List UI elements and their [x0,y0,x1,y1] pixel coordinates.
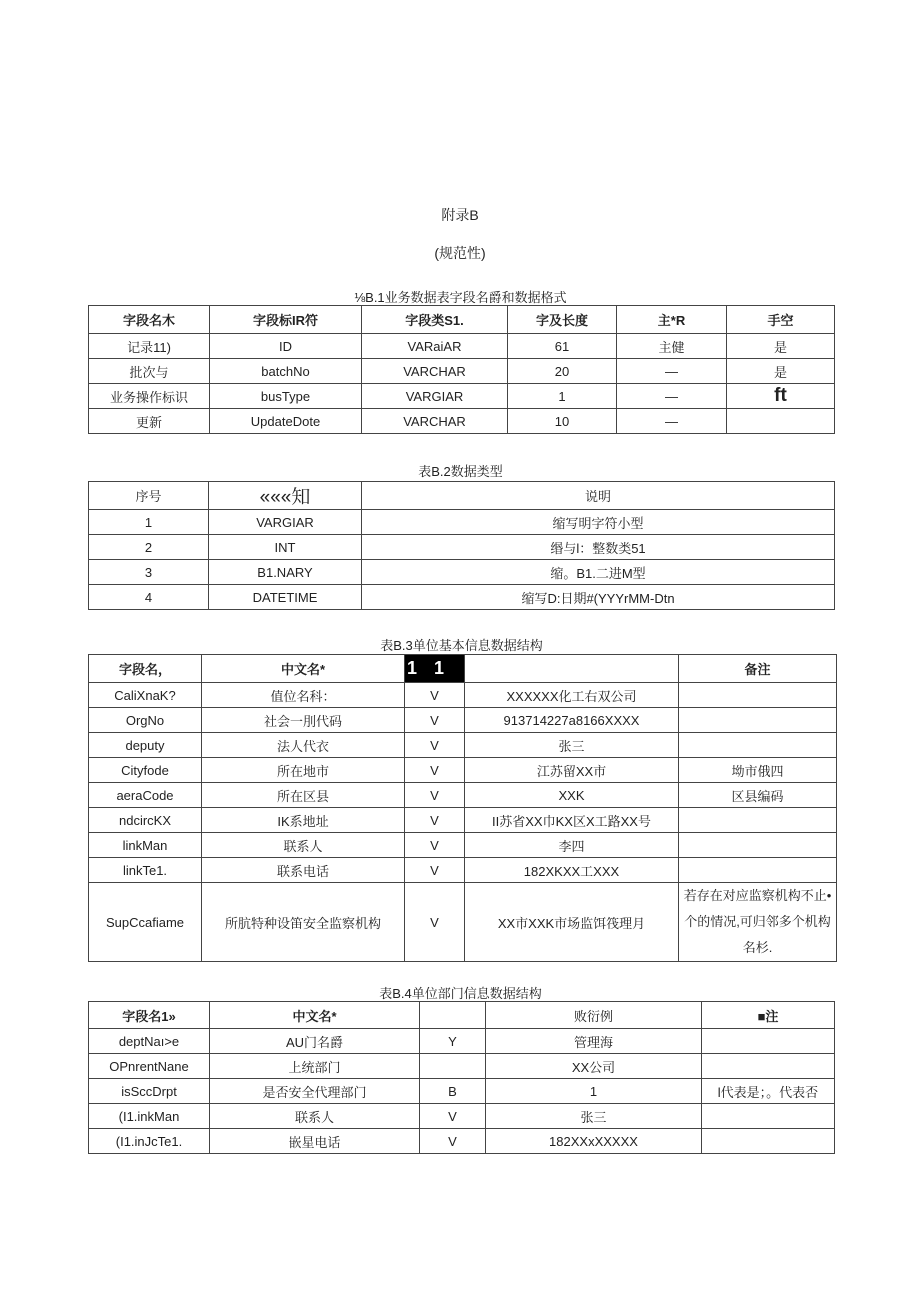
table4-header-cell: 中文名* [210,1002,420,1029]
table4-header-row [89,1002,835,1029]
table-cell: 联系人 [210,1104,420,1129]
table-cell: B1.NARY [209,560,362,585]
table-cell: V [420,1104,486,1129]
table-cell: 记录11) [89,334,210,359]
table1-header-cell: 字及长度 [508,306,617,334]
table-cell [727,409,835,434]
table-cell: deptNaı>e [89,1029,210,1054]
table-cell [679,708,837,733]
table-cell: 所在区县 [202,783,405,808]
table-cell: V [405,858,465,883]
table-cell: 10 [508,409,617,434]
table-cell [679,833,837,858]
table-cell: DATETIME [209,585,362,610]
table-cell: VARCHAR [362,359,508,384]
table-cell: 张三 [465,733,679,758]
table-cell: ft [727,384,835,409]
table-cell: V [405,708,465,733]
table-cell: VARCHAR [362,409,508,434]
table-cell: busType [210,384,362,409]
table-cell: 更新 [89,409,210,434]
table-cell: II苏省XX巾KX区X工路XX号 [465,808,679,833]
table-cell [679,683,837,708]
table-cell: 区县编码 [679,783,837,808]
table-cell [702,1129,835,1154]
table-cell: V [405,808,465,833]
table-cell: VARGIAR [209,510,362,535]
table-cell: 社会一刖代码 [202,708,405,733]
table-cell: 若存在对应监察机构不止•个的情况,可归邻多个机构名杉. [679,883,837,962]
table3-header-cell: 中文名* [202,655,405,683]
table-cell: XX市XXK市场监饵筏理月 [465,883,679,962]
table-cell: 1 [486,1079,702,1104]
table-cell: 是否安全代理部门 [210,1079,420,1104]
table-cell: 20 [508,359,617,384]
table-cell: V [405,758,465,783]
table-cell: V [405,683,465,708]
table-cell: AU门名爵 [210,1029,420,1054]
table-cell: batchNo [210,359,362,384]
table-cell: (I1.inJcTe1. [89,1129,210,1154]
table-row [89,808,837,833]
table-row [89,758,837,783]
table-cell: (I1.inkMan [89,1104,210,1129]
table-cell: 联系电话 [202,858,405,883]
table1-header-row [89,306,835,334]
table1-header-cell: 字段标IR符 [210,306,362,334]
table-cell: 上统部门 [210,1054,420,1079]
table-row [89,535,835,560]
table-cell: 2 [89,535,209,560]
table-cell: 江苏留XX市 [465,758,679,783]
table-cell: aeraCode [89,783,202,808]
table-cell: VARaiAR [362,334,508,359]
table-cell: OrgNo [89,708,202,733]
table-cell: 坳市俄四 [679,758,837,783]
table-cell: INT [209,535,362,560]
table-cell: 张三 [486,1104,702,1129]
table-row [89,1129,835,1154]
table3 [88,654,837,962]
table1-header-cell: 手空 [727,306,835,334]
table-cell: 联系人 [202,833,405,858]
table-row [89,384,835,409]
table-cell: 嵌星电话 [210,1129,420,1154]
table-cell: XXXXXX化工右双公司 [465,683,679,708]
table-row [89,585,835,610]
table-row [89,1104,835,1129]
table-row [89,1054,835,1079]
table-cell: SupCcafiame [89,883,202,962]
table-cell: 李四 [465,833,679,858]
table1-header-cell: 主*R [617,306,727,334]
table-cell: VARGIAR [362,384,508,409]
table-cell: 3 [89,560,209,585]
table3-header-cell: 1 1 [405,655,465,683]
table-cell: 主健 [617,334,727,359]
table2-header-cell: 序号 [89,482,209,510]
table-cell: — [617,409,727,434]
table2-header-cell: 说明 [362,482,835,510]
table-cell: V [405,783,465,808]
table4-header-cell: 字段名1» [89,1002,210,1029]
table-cell: 值位名科： [202,683,405,708]
table-cell: 管理海 [486,1029,702,1054]
table-cell: 缩写明字符小型 [362,510,835,535]
table-cell: ndcircKX [89,808,202,833]
table-cell: IK系地址 [202,808,405,833]
table-cell: XX公司 [486,1054,702,1079]
table-row [89,833,837,858]
table-row [89,733,837,758]
table-cell: V [405,833,465,858]
table4-header-cell: 败衍例 [486,1002,702,1029]
table-cell: linkMan [89,833,202,858]
table-cell: XXK [465,783,679,808]
table-cell [702,1054,835,1079]
table3-caption: 表B.3单位基本信息数据结构 [380,638,543,653]
table-cell: ID [210,334,362,359]
table-cell: 182XKXX工XXX [465,858,679,883]
table-cell [702,1104,835,1129]
table1 [88,305,835,434]
table-row [89,560,835,585]
table-cell: 缗与l：整数类51 [362,535,835,560]
table3-header-cell: 字段名， [89,655,202,683]
table-row [89,1079,835,1104]
table-cell: — [617,384,727,409]
normative-label: (规范性) [434,245,486,261]
table2-header-cell: «««知 [209,482,362,510]
table-cell: CaliXnaK? [89,683,202,708]
table-row [89,1029,835,1054]
table-cell: 4 [89,585,209,610]
table-cell: V [420,1129,486,1154]
table-cell [679,733,837,758]
table2 [88,481,835,610]
table-row [89,683,837,708]
table-cell: 182XXxXXXXX [486,1129,702,1154]
table-cell: 业务操作标识 [89,384,210,409]
table4-header-cell: ■注 [702,1002,835,1029]
table-cell: 所肮特种设笛安全监察机构 [202,883,405,962]
table-row [89,409,835,434]
table-cell: 法人代衣 [202,733,405,758]
table3-header-cell [465,655,679,683]
table-row [89,510,835,535]
table4-header-cell [420,1002,486,1029]
table-cell: l代表是；。代表否 [702,1079,835,1104]
table-cell: 缩。B1.二进M型 [362,560,835,585]
table-cell: — [617,359,727,384]
table-cell: V [405,733,465,758]
table-cell: 1 [89,510,209,535]
table-cell: 1 [508,384,617,409]
table4 [88,1001,835,1154]
table-cell: V [405,883,465,962]
table2-caption: 表B.2数据类型 [418,464,503,479]
table-cell: UpdateDote [210,409,362,434]
table-cell [420,1054,486,1079]
table-cell: Y [420,1029,486,1054]
table-cell: isSccDrpt [89,1079,210,1104]
table-cell: deputy [89,733,202,758]
table1-header-cell: 字段名木 [89,306,210,334]
table-cell: Cityfode [89,758,202,783]
table-cell: 是 [727,334,835,359]
table-cell: 913714227a8166XXXX [465,708,679,733]
table-row [89,783,837,808]
table-row [89,708,837,733]
table-cell: 所在地市 [202,758,405,783]
table-cell: 是 [727,359,835,384]
table-cell: 缩写D:日期#(YYYrMM-Dtn [362,585,835,610]
appendix-title: 附录B [441,207,479,223]
table4-caption: 表B.4单位部门信息数据结构 [379,986,542,1001]
table-row [89,334,835,359]
table-cell: OPnrentNane [89,1054,210,1079]
table-cell: linkTe1. [89,858,202,883]
table-cell [702,1029,835,1054]
table-cell [679,808,837,833]
table-cell: B [420,1079,486,1104]
table-row [89,359,835,384]
table-cell: 批次与 [89,359,210,384]
table1-caption: ⅛B.1业务数据表字段名爵和数据格式 [354,290,567,305]
table-row [89,883,837,962]
table-row [89,858,837,883]
table3-header-row [89,655,837,683]
table2-header-row [89,482,835,510]
table3-header-cell: 备注 [679,655,837,683]
table1-header-cell: 字段类S1. [362,306,508,334]
table-cell: 61 [508,334,617,359]
table-cell [679,858,837,883]
